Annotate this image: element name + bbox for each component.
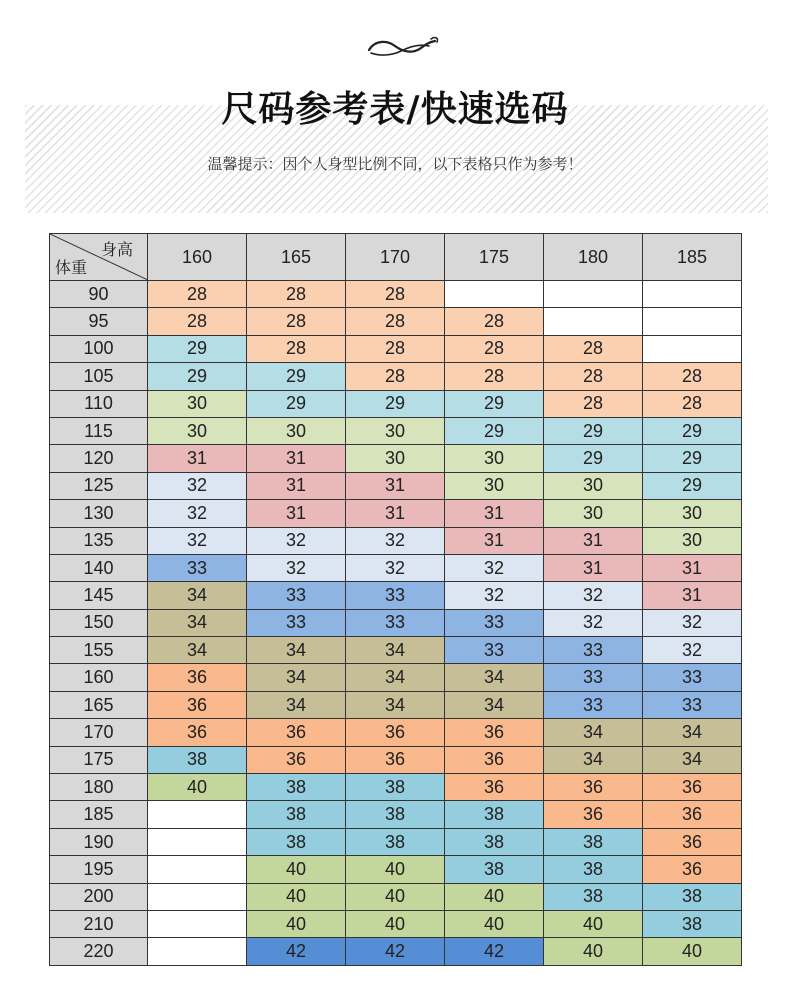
weight-cell: 160 <box>50 664 148 691</box>
size-cell: 31 <box>445 500 544 527</box>
size-cell: 40 <box>247 883 346 910</box>
size-cell: 28 <box>445 335 544 362</box>
size-cell <box>643 281 742 308</box>
size-cell: 40 <box>643 938 742 965</box>
size-cell: 38 <box>346 774 445 801</box>
size-cell: 38 <box>247 801 346 828</box>
size-cell <box>148 910 247 937</box>
size-cell: 42 <box>346 938 445 965</box>
weight-cell: 105 <box>50 363 148 390</box>
size-cell: 38 <box>643 883 742 910</box>
size-cell: 36 <box>148 691 247 718</box>
weight-cell: 180 <box>50 774 148 801</box>
size-cell <box>148 883 247 910</box>
size-cell: 38 <box>643 910 742 937</box>
size-cell: 32 <box>544 609 643 636</box>
size-cell: 40 <box>445 910 544 937</box>
size-cell: 28 <box>544 335 643 362</box>
size-tip-text: 温馨提示：因个人身型比例不同，以下表格只作为参考！ <box>207 155 583 173</box>
table-row <box>50 417 742 444</box>
size-cell: 31 <box>247 472 346 499</box>
size-cell: 36 <box>247 746 346 773</box>
size-cell: 31 <box>346 472 445 499</box>
size-cell: 34 <box>247 691 346 718</box>
height-header-170: 170 <box>346 234 445 281</box>
size-cell <box>643 335 742 362</box>
size-cell: 38 <box>544 828 643 855</box>
height-header-165: 165 <box>247 234 346 281</box>
table-row <box>50 281 742 308</box>
size-cell: 38 <box>544 856 643 883</box>
size-cell: 38 <box>148 746 247 773</box>
table-row <box>50 938 742 965</box>
table-row <box>50 774 742 801</box>
size-cell <box>544 308 643 335</box>
weight-cell: 140 <box>50 554 148 581</box>
size-cell: 33 <box>643 664 742 691</box>
size-cell: 30 <box>544 500 643 527</box>
size-cell: 30 <box>148 417 247 444</box>
size-cell: 31 <box>643 582 742 609</box>
size-cell: 28 <box>346 335 445 362</box>
flourish-ornament-icon <box>365 32 440 62</box>
size-cell: 29 <box>247 363 346 390</box>
size-cell: 33 <box>643 691 742 718</box>
weight-cell: 125 <box>50 472 148 499</box>
size-cell: 40 <box>544 910 643 937</box>
weight-cell: 210 <box>50 910 148 937</box>
size-cell <box>445 281 544 308</box>
size-cell: 28 <box>148 281 247 308</box>
height-header-160: 160 <box>148 234 247 281</box>
size-cell: 31 <box>148 445 247 472</box>
table-row <box>50 554 742 581</box>
size-cell: 28 <box>346 363 445 390</box>
size-cell: 33 <box>346 582 445 609</box>
size-cell: 29 <box>148 363 247 390</box>
size-cell: 36 <box>445 746 544 773</box>
size-cell: 34 <box>346 691 445 718</box>
size-cell: 33 <box>544 664 643 691</box>
table-row <box>50 801 742 828</box>
size-cell: 28 <box>445 308 544 335</box>
corner-header-cell <box>50 234 148 281</box>
size-cell: 30 <box>346 445 445 472</box>
weight-cell: 200 <box>50 883 148 910</box>
weight-cell: 95 <box>50 308 148 335</box>
weight-cell: 185 <box>50 801 148 828</box>
size-cell: 29 <box>346 390 445 417</box>
size-cell: 34 <box>247 637 346 664</box>
size-cell: 34 <box>643 746 742 773</box>
table-row <box>50 910 742 937</box>
table-row <box>50 390 742 417</box>
weight-cell: 110 <box>50 390 148 417</box>
size-cell <box>148 856 247 883</box>
table-row <box>50 308 742 335</box>
weight-cell: 130 <box>50 500 148 527</box>
size-cell: 34 <box>346 664 445 691</box>
weight-cell: 165 <box>50 691 148 718</box>
size-cell: 31 <box>445 527 544 554</box>
table-row <box>50 856 742 883</box>
size-cell: 32 <box>643 609 742 636</box>
size-cell: 36 <box>643 828 742 855</box>
weight-cell: 90 <box>50 281 148 308</box>
size-cell: 42 <box>247 938 346 965</box>
size-cell: 32 <box>445 582 544 609</box>
table-row <box>50 527 742 554</box>
size-cell: 30 <box>643 527 742 554</box>
weight-cell: 190 <box>50 828 148 855</box>
size-cell: 36 <box>247 719 346 746</box>
table-row <box>50 335 742 362</box>
table-row <box>50 828 742 855</box>
size-cell: 38 <box>346 801 445 828</box>
page-title: 尺码参考表/快速选码 <box>221 89 569 130</box>
size-cell: 34 <box>643 719 742 746</box>
size-cell: 32 <box>445 554 544 581</box>
size-cell: 31 <box>247 500 346 527</box>
table-row <box>50 746 742 773</box>
weight-axis-label: 体重 <box>55 260 88 277</box>
size-cell: 33 <box>247 609 346 636</box>
weight-cell: 155 <box>50 637 148 664</box>
size-cell: 29 <box>544 445 643 472</box>
size-cell: 36 <box>544 774 643 801</box>
size-cell: 40 <box>346 856 445 883</box>
weight-cell: 145 <box>50 582 148 609</box>
size-cell: 31 <box>247 445 346 472</box>
size-cell: 29 <box>148 335 247 362</box>
size-cell <box>148 938 247 965</box>
weight-cell: 220 <box>50 938 148 965</box>
size-cell: 29 <box>544 417 643 444</box>
size-cell: 36 <box>445 774 544 801</box>
size-cell: 40 <box>247 910 346 937</box>
size-cell: 34 <box>445 664 544 691</box>
size-cell: 33 <box>544 691 643 718</box>
size-cell: 36 <box>346 746 445 773</box>
size-cell: 32 <box>247 554 346 581</box>
table-row <box>50 609 742 636</box>
size-cell: 36 <box>346 719 445 746</box>
table-row <box>50 500 742 527</box>
size-cell: 30 <box>148 390 247 417</box>
size-cell: 28 <box>445 363 544 390</box>
size-cell: 33 <box>544 637 643 664</box>
size-cell: 32 <box>346 527 445 554</box>
height-header-185: 185 <box>643 234 742 281</box>
size-cell: 29 <box>643 472 742 499</box>
height-header-175: 175 <box>445 234 544 281</box>
size-cell: 29 <box>643 417 742 444</box>
size-cell: 40 <box>445 883 544 910</box>
size-cell: 38 <box>445 801 544 828</box>
weight-cell: 195 <box>50 856 148 883</box>
size-cell: 28 <box>247 281 346 308</box>
size-cell: 36 <box>544 801 643 828</box>
size-cell: 28 <box>544 390 643 417</box>
weight-cell: 100 <box>50 335 148 362</box>
size-cell: 28 <box>544 363 643 390</box>
size-cell: 40 <box>346 883 445 910</box>
size-cell: 30 <box>445 445 544 472</box>
size-cell: 36 <box>445 719 544 746</box>
size-cell: 29 <box>247 390 346 417</box>
size-cell: 34 <box>346 637 445 664</box>
size-cell: 29 <box>445 417 544 444</box>
size-cell: 40 <box>148 774 247 801</box>
size-cell <box>148 801 247 828</box>
size-cell: 28 <box>148 308 247 335</box>
table-row <box>50 719 742 746</box>
size-cell: 38 <box>247 774 346 801</box>
table-row <box>50 582 742 609</box>
size-cell: 34 <box>544 746 643 773</box>
size-cell <box>544 281 643 308</box>
weight-cell: 135 <box>50 527 148 554</box>
size-cell: 32 <box>148 472 247 499</box>
size-cell: 34 <box>148 637 247 664</box>
size-cell: 31 <box>346 500 445 527</box>
height-header-180: 180 <box>544 234 643 281</box>
size-cell: 28 <box>643 390 742 417</box>
size-cell: 28 <box>643 363 742 390</box>
size-cell: 34 <box>544 719 643 746</box>
size-cell <box>148 828 247 855</box>
size-cell: 32 <box>346 554 445 581</box>
size-cell: 32 <box>148 500 247 527</box>
size-cell: 36 <box>643 774 742 801</box>
table-row <box>50 445 742 472</box>
size-cell: 33 <box>445 609 544 636</box>
size-cell: 31 <box>544 527 643 554</box>
weight-cell: 170 <box>50 719 148 746</box>
size-cell: 30 <box>544 472 643 499</box>
table-row <box>50 664 742 691</box>
size-cell: 31 <box>643 554 742 581</box>
size-cell: 40 <box>247 856 346 883</box>
size-cell: 38 <box>544 883 643 910</box>
table-row <box>50 691 742 718</box>
weight-cell: 115 <box>50 417 148 444</box>
size-cell: 29 <box>445 390 544 417</box>
size-cell: 32 <box>643 637 742 664</box>
size-cell: 33 <box>148 554 247 581</box>
weight-cell: 175 <box>50 746 148 773</box>
size-cell: 34 <box>148 582 247 609</box>
size-cell: 32 <box>247 527 346 554</box>
size-cell: 29 <box>643 445 742 472</box>
size-cell <box>643 308 742 335</box>
size-cell: 38 <box>445 828 544 855</box>
size-cell: 33 <box>346 609 445 636</box>
size-cell: 31 <box>544 554 643 581</box>
size-cell: 33 <box>247 582 346 609</box>
table-row <box>50 883 742 910</box>
size-cell: 30 <box>247 417 346 444</box>
size-cell: 30 <box>346 417 445 444</box>
size-cell: 30 <box>445 472 544 499</box>
size-cell: 34 <box>148 609 247 636</box>
size-cell: 36 <box>148 664 247 691</box>
size-cell: 38 <box>445 856 544 883</box>
size-cell: 33 <box>445 637 544 664</box>
size-cell: 36 <box>643 856 742 883</box>
size-cell: 28 <box>346 281 445 308</box>
size-cell: 36 <box>643 801 742 828</box>
size-cell: 38 <box>346 828 445 855</box>
size-cell: 34 <box>445 691 544 718</box>
size-cell: 38 <box>247 828 346 855</box>
weight-cell: 120 <box>50 445 148 472</box>
size-cell: 40 <box>346 910 445 937</box>
size-cell: 28 <box>247 308 346 335</box>
size-chart-table <box>49 233 742 966</box>
size-cell: 28 <box>346 308 445 335</box>
size-cell: 32 <box>544 582 643 609</box>
size-cell: 34 <box>247 664 346 691</box>
size-cell: 32 <box>148 527 247 554</box>
table-row <box>50 637 742 664</box>
table-row <box>50 472 742 499</box>
table-row <box>50 363 742 390</box>
height-axis-label: 身高 <box>100 242 133 259</box>
table-header-row <box>50 234 742 281</box>
size-cell: 42 <box>445 938 544 965</box>
size-cell: 36 <box>148 719 247 746</box>
size-cell: 30 <box>643 500 742 527</box>
size-cell: 28 <box>247 335 346 362</box>
weight-cell: 150 <box>50 609 148 636</box>
size-cell: 40 <box>544 938 643 965</box>
